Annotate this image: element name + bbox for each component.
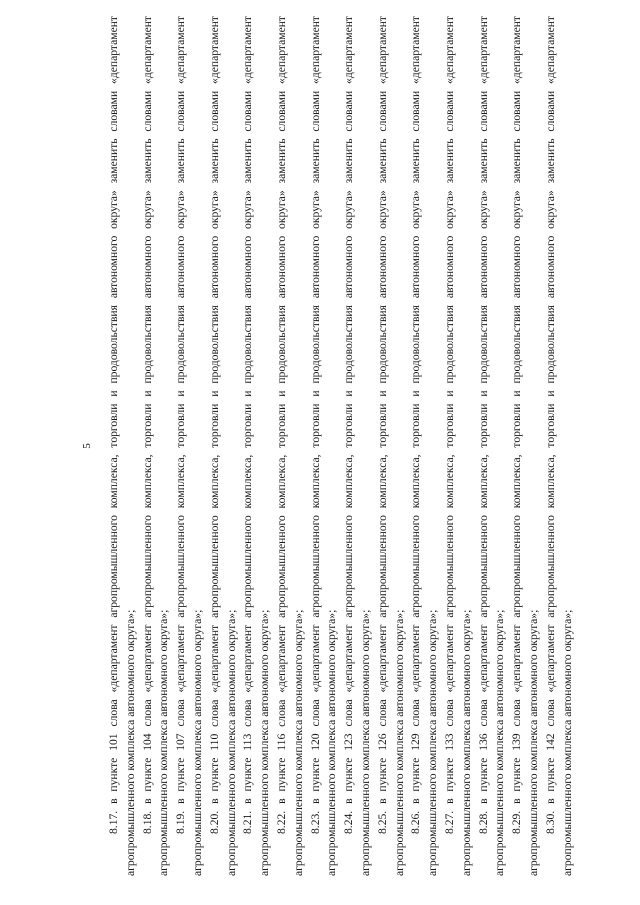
paragraph: 8.25. в пункте 126 слова «департамент агропромышленного комплекса, торговли и продовольствия автономного округа» заменить словами «департамент агропромышленного комплекса автономного округа»;	[375, 16, 406, 876]
paragraph: 8.22. в пункте 116 слова «департамент агропромышленного комплекса, торговли и продовольствия автономного округа» заменить словами «департамент агропромышленного комплекса автономного округа»;	[274, 16, 305, 876]
paragraph: 8.17. в пункте 101 слова «департамент агропромышленного комплекса, торговли и продовольствия автономного округа» заменить словами «департамент агропромышленного комплекса автономного округа»;	[107, 16, 137, 876]
paragraph: 8.28. в пункте 136 слова «департамент агропромышленного комплекса, торговли и продовольствия автономного округа» заменить словами «департамент агропромышленного комплекса автономного округа»;	[476, 16, 507, 876]
paragraph: 8.30. в пункте 142 слова «департамент агропромышленного комплекса, торговли и продовольствия автономного округа» заменить словами «департамент агропромышленного комплекса автономного округа»;	[543, 16, 574, 876]
paragraph: 8.29. в пункте 139 слова «департамент агропромышленного комплекса, торговли и продовольствия автономного округа» заменить словами «департамент агропромышленного комплекса автономного округа»;	[510, 16, 540, 876]
paragraph: 8.27. в пункте 133 слова «департамент агропромышленного комплекса, торговли и продовольствия автономного округа» заменить словами «департамент агропромышленного комплекса автономного округа»;	[442, 16, 473, 876]
paragraph: 8.21. в пункте 113 слова «департамент агропромышленного комплекса, торговли и продовольствия автономного округа» заменить словами «департамент агропромышленного комплекса автономного округа»;	[241, 16, 272, 876]
page-number: 5	[81, 443, 93, 449]
paragraph: 8.20. в пункте 110 слова «департамент агропромышленного комплекса, торговли и продовольствия автономного округа» заменить словами «департамент агропромышленного комплекса автономного округа»;	[207, 16, 238, 876]
paragraph: 8.24. в пункте 123 слова «департамент агропромышленного комплекса, торговли и продовольствия автономного округа» заменить словами «департамент агропромышленного комплекса автономного округа»;	[342, 16, 372, 876]
paragraph: 8.19. в пункте 107 слова «департамент агропромышленного комплекса, торговли и продовольствия автономного округа» заменить словами «департамент агропромышленного комплекса автономного округа»;	[174, 16, 204, 876]
paragraph-list	[106, 16, 576, 876]
paragraph: 8.23. в пункте 120 слова «департамент агропромышленного комплекса, торговли и продовольствия автономного округа» заменить словами «департамент агропромышленного комплекса автономного округа»;	[308, 16, 339, 876]
rotated-content	[80, 16, 574, 876]
paragraph: 8.26. в пункте 129 слова «департамент агропромышленного комплекса, торговли и продовольствия автономного округа» заменить словами «департамент агропромышленного комплекса автономного округа»;	[409, 16, 440, 876]
paragraph: 8.18. в пункте 104 слова «департамент агропромышленного комплекса, торговли и продовольствия автономного округа» заменить словами «департамент агропромышленного комплекса автономного округа»;	[140, 16, 171, 876]
